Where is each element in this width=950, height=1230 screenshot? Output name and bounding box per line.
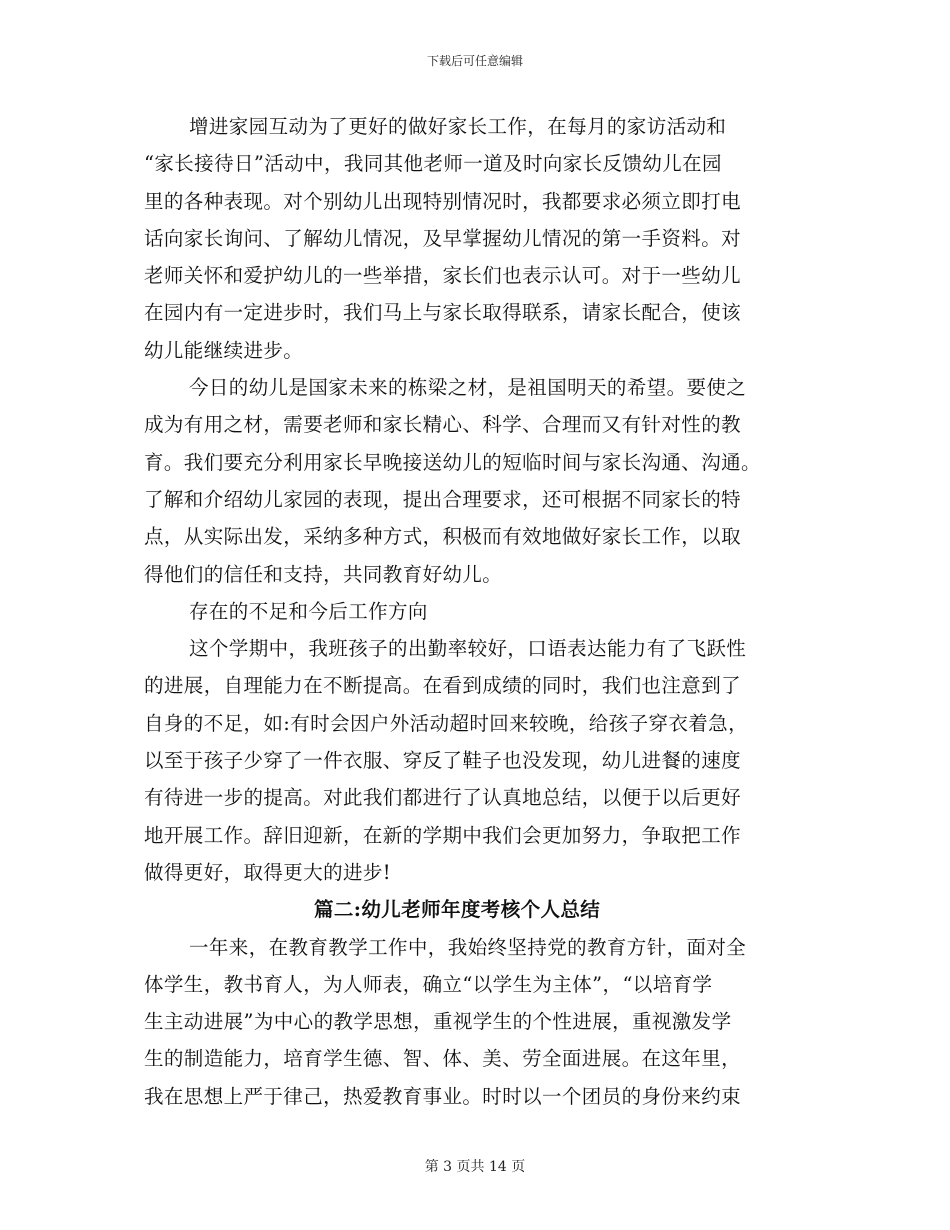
text-line: 里的各种表现。对个别幼儿出现特别情况时，我都要求必须立即打电: [144, 189, 742, 213]
text-line: 一年来，在教育教学工作中，我始终坚持党的教育方针，面对全: [189, 935, 747, 959]
text-line: 以至于孩子少穿了一件衣服、穿反了鞋子也没发现，幼儿进餐的速度: [144, 749, 742, 773]
text-line: 存在的不足和今后工作方向: [189, 599, 428, 623]
section-heading: 篇二:幼儿老师年度考核个人总结: [314, 898, 601, 922]
text-line: 老师关怀和爱护幼儿的一些举措，家长们也表示认可。对于一些幼儿: [144, 264, 742, 288]
text-line: 成为有用之材，需要老师和家长精心、科学、合理而又有针对性的教: [144, 413, 742, 437]
text-line: 在园内有一定进步时，我们马上与家长取得联系，请家长配合，使该: [144, 301, 742, 325]
text-line: 得他们的信任和支持，共同教育好幼儿。: [144, 562, 503, 586]
text-line: 育。我们要充分利用家长早晚接送幼儿的短临时间与家长沟通、沟通。: [144, 450, 761, 474]
text-line: 生的制造能力，培育学生德、智、体、美、劳全面进展。在这年里，: [144, 1047, 742, 1071]
text-line: 的进展，自理能力在不断提高。在看到成绩的同时，我们也注意到了: [144, 674, 742, 698]
text-line: 我在思想上严于律己，热爱教育事业。时时以一个团员的身份来约束: [144, 1084, 742, 1108]
text-line: 生主动进展”为中心的教学思想，重视学生的个性进展，重视激发学: [144, 1010, 732, 1034]
page-header: 下载后可任意编辑: [426, 54, 523, 68]
text-line: 增进家园互动为了更好的做好家长工作，在每月的家访活动和: [189, 115, 727, 138]
text-line: 做得更好，取得更大的进步!: [144, 860, 392, 884]
text-line: 体学生，教书育人，为人师表，确立“以学生为主体”，“以培育学: [144, 972, 713, 996]
text-line: 幼儿能继续进步。: [144, 338, 304, 362]
text-line: 今日的幼儿是国家未来的栋梁之材，是祖国明天的希望。要使之: [189, 376, 747, 400]
text-line: 这个学期中，我班孩子的出勤率较好，口语表达能力有了飞跃性: [189, 637, 747, 661]
text-line: 话向家长询问、了解幼儿情况，及早掌握幼儿情况的第一手资料。对: [144, 226, 742, 250]
text-line: “家长接待日”活动中，我同其他老师一道及时向家长反馈幼儿在园: [144, 152, 722, 176]
text-line: 地开展工作。辞旧迎新，在新的学期中我们会更加努力，争取把工作: [144, 823, 742, 847]
text-line: 了解和介绍幼儿家园的表现，提出合理要求，还可根据不同家长的特: [144, 487, 742, 511]
text-line: 有待进一步的提高。对此我们都进行了认真地总结，以便于以后更好: [144, 786, 742, 810]
page-number: 第 3 页共 14 页: [424, 1159, 526, 1175]
text-line: 点，从实际出发，采纳多种方式，积极而有效地做好家长工作，以取: [144, 525, 742, 549]
text-line: 自身的不足，如:有时会因户外活动超时回来较晚，给孩子穿衣着急，: [144, 711, 748, 735]
document-body: [144, 108, 809, 1115]
